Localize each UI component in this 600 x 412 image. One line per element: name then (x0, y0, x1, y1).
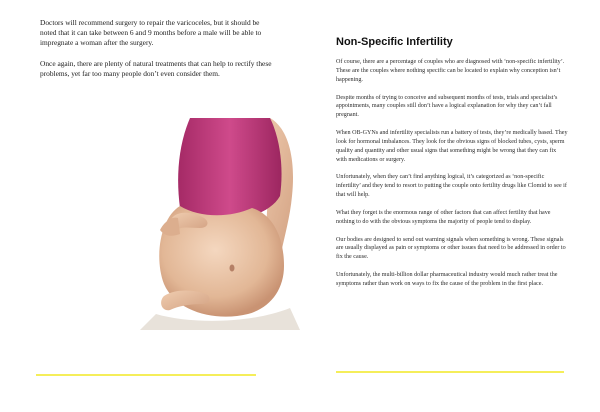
right-paragraph: What they forget is the enormous range of other factors that can affect fertility that have nothing to do with the obvious symptoms the majority of people tend to display. (336, 209, 551, 225)
left-paragraph: Once again, there are plenty of natural treatments that can help to rectify these problems, yet far too many people don’t even consider them. (40, 58, 272, 78)
left-body-text (40, 18, 275, 89)
accent-rule-left (36, 374, 256, 376)
pregnant-woman-photo (120, 118, 300, 330)
right-paragraph: When OB-GYNs and infertility specialists run a battery of tests, they’re medically based. They look for hormonal imbalances. They look for the obvious signs of blocked tubes, cysts, sperm quality and quantity and other usual signs that something might be wrong that they can fix with medications or surgery. (336, 130, 568, 163)
right-paragraph: Despite months of trying to conceive and subsequent months of tests, trials and specialist’s appointments, many couples still don’t have a logical explanation for why they can’t fall pregnant. (336, 94, 558, 119)
right-paragraph: Our bodies are designed to send out warning signals when something is wrong. These signals are usually displayed as pain or symptoms or other issues that need to be addressed in order to fix the cause. (336, 236, 566, 261)
section-heading: Non-Specific Infertility (336, 36, 453, 48)
right-paragraph: Of course, there are a percentage of couples who are diagnosed with ‘non-specific infertility’. These are the couples where nothing specific can be located to explain why conception isn’t happening. (336, 59, 565, 83)
right-paragraph: Unfortunately, the multi-billion dollar pharmaceutical industry would much rather treat the symptoms rather than work on ways to fix the cause of the problem in the first place. (336, 272, 558, 287)
right-body-text (336, 58, 568, 298)
left-paragraph: Doctors will recommend surgery to repair the varicoceles, but it should be noted that it can take between 6 and 9 months before a male will be able to impregnate a woman after the surgery. (40, 18, 262, 48)
accent-rule-right (336, 371, 564, 373)
right-paragraph: Unfortunately, when they can’t find anything logical, it’s categorized as ‘non-specific infertility’ and they tend to resort to putting the couple onto fertility drugs like Clomid to see if that will help. (336, 174, 567, 199)
